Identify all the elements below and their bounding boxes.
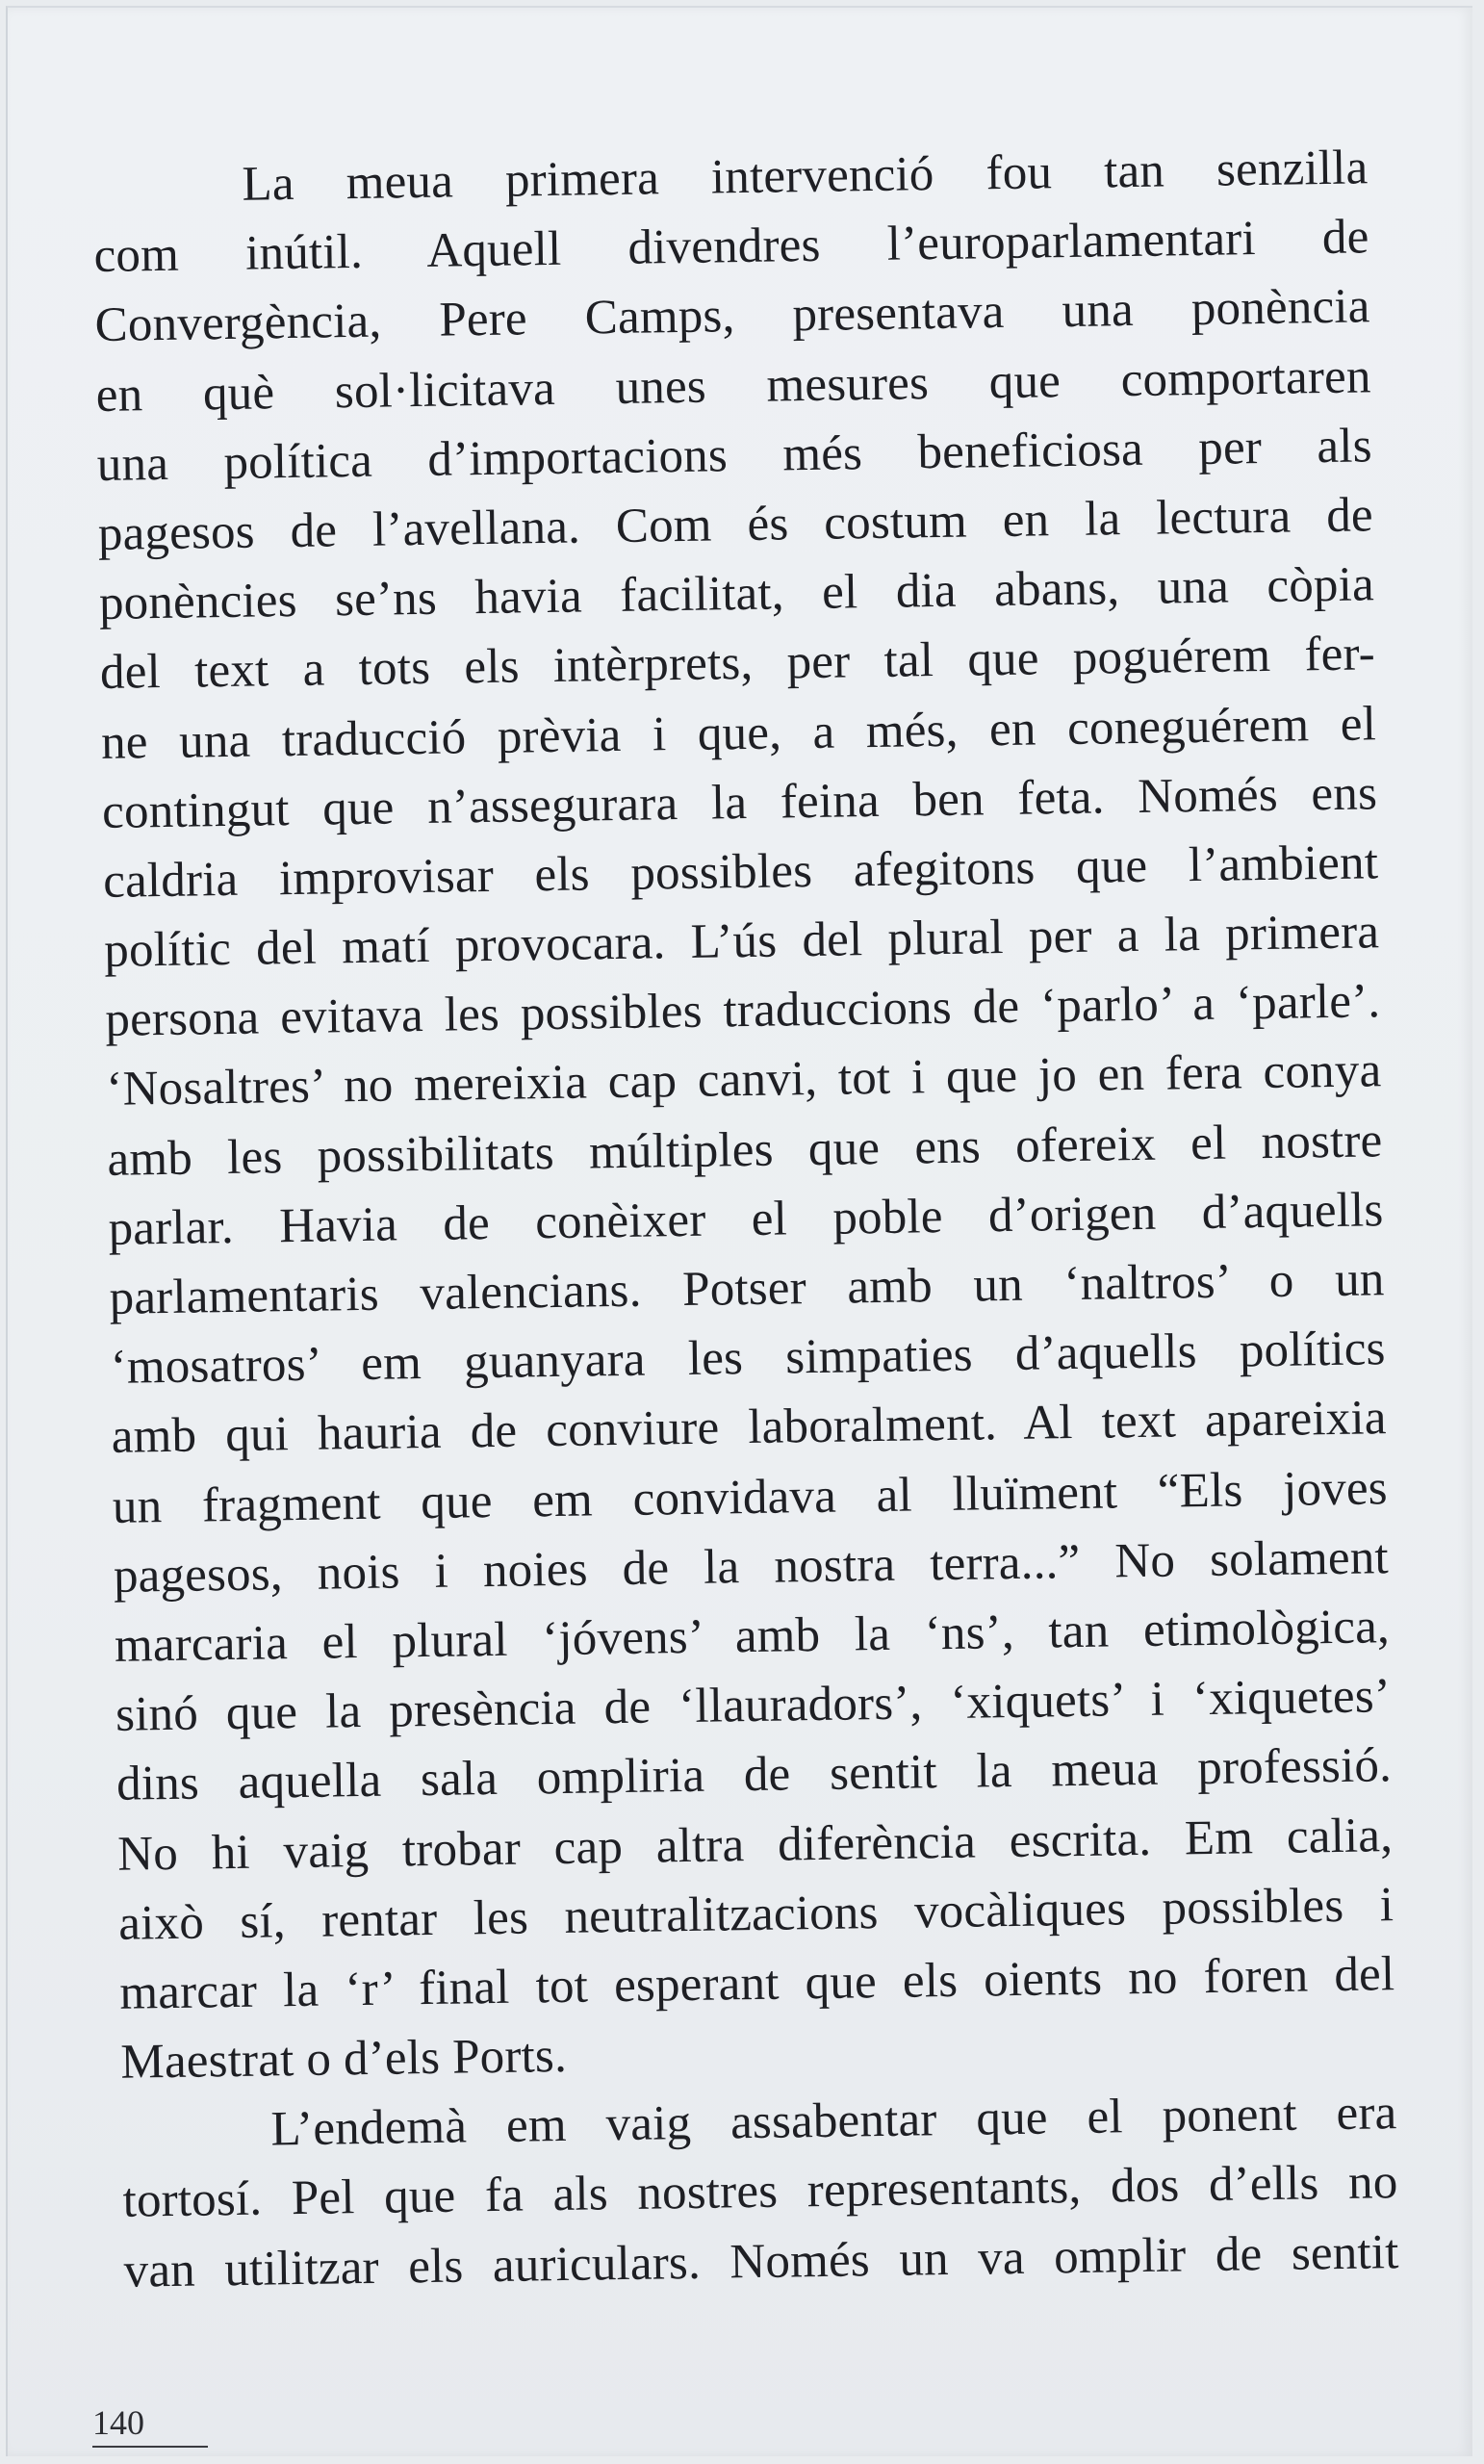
text-line: caldria improvisar els possibles afegitons que l’ambient <box>102 835 1379 909</box>
text-line: una política d’importacions més beneficiosa per als <box>96 419 1373 492</box>
text-line: ne una traducció prèvia i que, a més, en coneguérem el <box>100 696 1377 770</box>
page-number-rule <box>92 2446 208 2448</box>
text-line: van utilitzar els auriculars. Només un va omplir de sentit <box>123 2224 1399 2298</box>
text-line: això sí, rentar les neutralitzacions vocàliques possibles i <box>117 1877 1394 1951</box>
text-line: tortosí. Pel que fa als nostres representants, dos d’ells no <box>122 2155 1398 2229</box>
text-line: contingut que n’assegurara la feina ben feta. Només ens <box>101 765 1378 839</box>
book-page <box>6 6 1472 2456</box>
text-line: marcaria el plural ‘jóvens’ amb la ‘ns’, tan etimològica, <box>114 1600 1391 1673</box>
text-line: La meua primera intervenció fou tan senzilla <box>242 141 1369 212</box>
text-line: persona evitava les possibles traduccions de ‘parlo’ a ‘parle’. <box>104 974 1381 1048</box>
text-line: pagesos, nois i noies de la nostra terra...” No solament <box>113 1529 1390 1604</box>
text-line: ponències se’ns havia facilitat, el dia abans, una còpia <box>98 557 1375 631</box>
text-line: ‘mosatros’ em guanyara les simpaties d’aquells polítics <box>110 1322 1387 1396</box>
page-number: 140 <box>92 2403 144 2442</box>
text-line: ‘Nosaltres’ no mereixia cap canvi, tot i que jo en fera conya <box>106 1043 1382 1117</box>
text-line: sinó que la presència de ‘llauradors’, ‘xiquets’ i ‘xiquetes’ <box>115 1669 1392 1742</box>
text-line: parlar. Havia de conèixer el poble d’origen d’aquells <box>108 1183 1384 1256</box>
text-line: dins aquella sala ompliria de sentit la meua professió. <box>115 1738 1393 1812</box>
text-line: del text a tots els intèrprets, per tal que poguérem fer- <box>99 627 1376 701</box>
text-line: Maestrat o d’els Ports. <box>120 2028 568 2090</box>
body-text <box>92 133 1399 2305</box>
text-line: en què sol·licitava unes mesures que comportaren <box>95 348 1372 423</box>
text-line: polític del matí provocara. L’ús del plural per a la primera <box>103 905 1380 978</box>
text-line: L’endemà em vaig assabentar que el ponent era <box>270 2086 1397 2157</box>
text-line: Convergència, Pere Camps, presentava una ponència <box>94 279 1370 353</box>
text-line: un fragment que em convidava al lluïment “Els joves <box>112 1460 1389 1534</box>
text-line: amb qui hauria de conviure laboralment. Al text apareixia <box>111 1391 1388 1465</box>
text-line: pagesos de l’avellana. Com és costum en la lectura de <box>97 488 1374 561</box>
text-line: com inútil. Aquell divendres l’europarlamentari de <box>93 210 1369 284</box>
text-line: No hi vaig trobar cap altra diferència escrita. Em calia, <box>116 1808 1394 1882</box>
text-line: amb les possibilitats múltiples que ens ofereix el nostre <box>107 1113 1383 1187</box>
text-line: marcar la ‘r’ final tot esperant que els oients no foren del <box>118 1947 1395 2020</box>
text-line: parlamentaris valencians. Potser amb un ‘naltros’ o un <box>109 1252 1385 1325</box>
